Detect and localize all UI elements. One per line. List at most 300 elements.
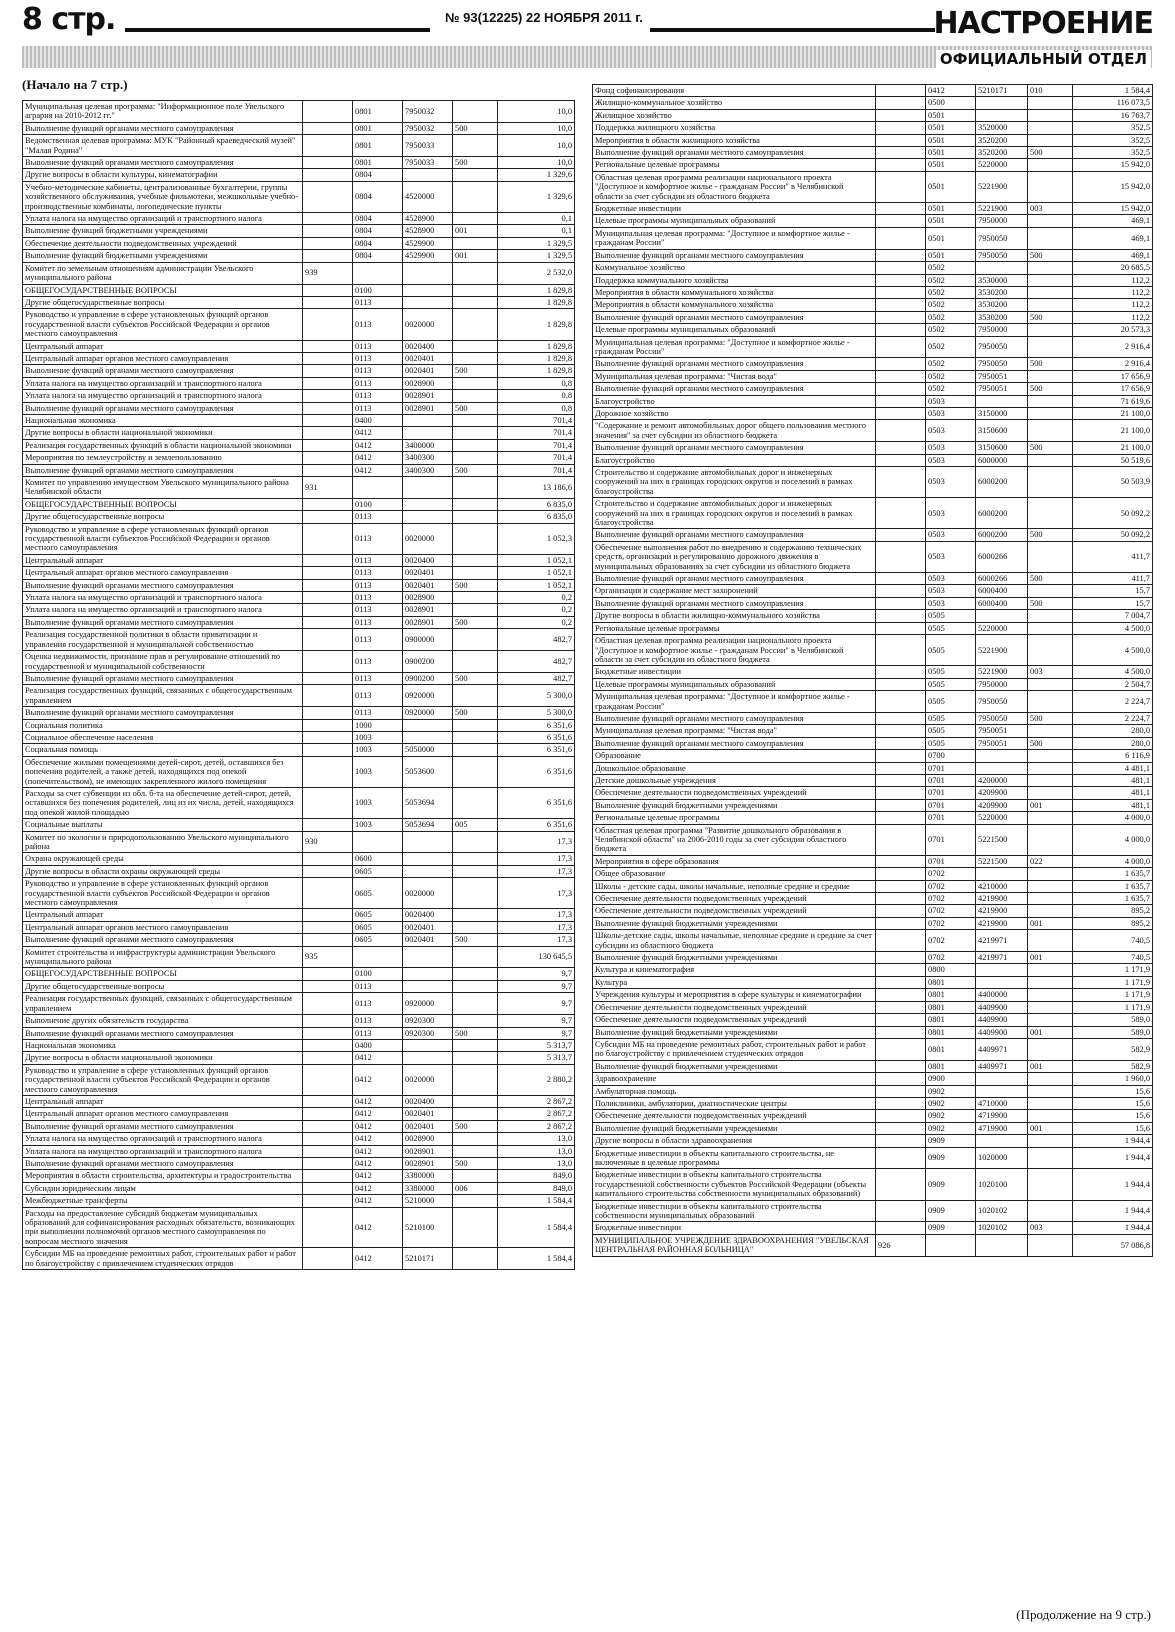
row-amount: 895,2 bbox=[1073, 905, 1153, 917]
row-section: 0503 bbox=[926, 467, 976, 498]
row-amount: 50 092,2 bbox=[1073, 529, 1153, 541]
row-section bbox=[353, 946, 403, 968]
table-row bbox=[593, 750, 1153, 762]
row-amount: 0,8 bbox=[498, 390, 575, 402]
row-expense-type: 001 bbox=[453, 225, 498, 237]
row-ved bbox=[303, 707, 353, 719]
row-ved bbox=[303, 498, 353, 510]
row-ved bbox=[876, 383, 926, 395]
row-target-article: 4219900 bbox=[976, 917, 1028, 929]
row-name: Поддержка коммунального хозяйства bbox=[593, 274, 876, 286]
row-amount: 112,2 bbox=[1073, 274, 1153, 286]
row-ved bbox=[303, 464, 353, 476]
row-amount: 17,3 bbox=[498, 921, 575, 933]
row-ved bbox=[876, 880, 926, 892]
row-ved bbox=[876, 420, 926, 442]
table-row bbox=[23, 980, 575, 992]
table-row bbox=[23, 934, 575, 946]
row-ved bbox=[876, 215, 926, 227]
row-expense-type: 500 bbox=[453, 579, 498, 591]
row-ved bbox=[303, 439, 353, 451]
row-amount: 6 351,6 bbox=[498, 756, 575, 787]
row-target-article bbox=[403, 731, 453, 743]
row-amount: 7 004,7 bbox=[1073, 610, 1153, 622]
row-name: Культура bbox=[593, 976, 876, 988]
budget-table-left bbox=[22, 100, 575, 1270]
row-amount: 6 351,6 bbox=[498, 719, 575, 731]
row-target-article: 5221900 bbox=[976, 666, 1028, 678]
row-expense-type: 003 bbox=[1028, 666, 1073, 678]
table-row bbox=[593, 855, 1153, 867]
row-target-article: 7950050 bbox=[976, 691, 1028, 713]
row-name: Целевые программы муниципальных образований bbox=[593, 215, 876, 227]
department-title: ОФИЦИАЛЬНЫЙ ОТДЕЛ bbox=[936, 50, 1151, 68]
row-section: 0502 bbox=[926, 324, 976, 336]
row-target-article bbox=[403, 498, 453, 510]
row-section: 0702 bbox=[926, 905, 976, 917]
row-expense-type bbox=[453, 427, 498, 439]
row-name: Выполнение функций органами местного самоуправления bbox=[23, 707, 303, 719]
row-target-article: 0028901 bbox=[403, 1157, 453, 1169]
row-target-article bbox=[976, 750, 1028, 762]
table-row bbox=[593, 122, 1153, 134]
row-ved bbox=[303, 284, 353, 296]
row-expense-type bbox=[453, 1064, 498, 1095]
row-amount: 10,0 bbox=[498, 135, 575, 157]
table-row bbox=[23, 685, 575, 707]
row-amount: 701,4 bbox=[498, 414, 575, 426]
row-expense-type bbox=[1028, 964, 1073, 976]
row-name: Поликлиники, амбулатории, диагностические центры bbox=[593, 1097, 876, 1109]
row-ved bbox=[303, 672, 353, 684]
row-name: "Содержание и ремонт автомобильных дорог общего пользования местного значения" за счет субсидии из областного бюджета bbox=[593, 420, 876, 442]
row-target-article: 7950032 bbox=[403, 122, 453, 134]
row-amount: 701,4 bbox=[498, 439, 575, 451]
row-target-article: 4719900 bbox=[976, 1110, 1028, 1122]
table-row bbox=[23, 377, 575, 389]
row-target-article: 4219971 bbox=[976, 952, 1028, 964]
row-name: Благоустройство bbox=[593, 454, 876, 466]
row-section: 0503 bbox=[926, 573, 976, 585]
row-target-article: 3380000 bbox=[403, 1182, 453, 1194]
row-expense-type bbox=[1028, 1147, 1073, 1169]
table-row bbox=[593, 1060, 1153, 1072]
row-name: Областная целевая программа реализации национального проекта "Доступное и комфортное жилье - гражданам России" в Челябинской области за счет субсидии из областного бюджета bbox=[593, 635, 876, 666]
row-expense-type bbox=[453, 523, 498, 554]
row-expense-type bbox=[1028, 750, 1073, 762]
row-expense-type bbox=[453, 309, 498, 340]
table-row bbox=[23, 250, 575, 262]
table-row bbox=[593, 1073, 1153, 1085]
row-expense-type: 500 bbox=[1028, 358, 1073, 370]
row-amount: 1 829,8 bbox=[498, 309, 575, 340]
table-row bbox=[593, 893, 1153, 905]
row-section: 0113 bbox=[353, 980, 403, 992]
row-ved bbox=[303, 1145, 353, 1157]
row-target-article bbox=[403, 477, 453, 499]
table-row bbox=[593, 407, 1153, 419]
row-ved bbox=[303, 377, 353, 389]
row-expense-type bbox=[1028, 725, 1073, 737]
row-ved bbox=[876, 1122, 926, 1134]
row-expense-type: 500 bbox=[453, 707, 498, 719]
row-name: Бюджетные инвестиции в объекты капитального строительства собственности муниципальных образований bbox=[593, 1200, 876, 1222]
row-name: Областная целевая программа реализации национального проекта "Доступное и комфортное жилье - гражданам России" в Челябинской области за счет субсидии из областного бюджета bbox=[593, 171, 876, 202]
row-expense-type: 001 bbox=[453, 250, 498, 262]
row-name: Комитет по управлению имуществом Увельского муниципального района Челябинской области bbox=[23, 477, 303, 499]
row-expense-type: 003 bbox=[1028, 203, 1073, 215]
row-amount: 9,7 bbox=[498, 980, 575, 992]
row-expense-type: 500 bbox=[1028, 712, 1073, 724]
row-target-article: 3530000 bbox=[976, 274, 1028, 286]
row-target-article: 3530200 bbox=[976, 311, 1028, 323]
row-name: Выполнение функций бюджетными учреждениями bbox=[593, 917, 876, 929]
row-ved bbox=[303, 250, 353, 262]
row-target-article: 4719900 bbox=[976, 1122, 1028, 1134]
row-target-article: 3400000 bbox=[403, 439, 453, 451]
row-amount: 2 867,2 bbox=[498, 1095, 575, 1107]
table-row bbox=[593, 109, 1153, 121]
row-name: МУНИЦИПАЛЬНОЕ УЧРЕЖДЕНИЕ ЗДРАВООХРАНЕНИЯ "УВЕЛЬСКАЯ ЦЕНТРАЛЬНАЯ РАЙОННАЯ БОЛЬНИЦА" bbox=[593, 1234, 876, 1256]
table-row bbox=[593, 1085, 1153, 1097]
row-ved bbox=[876, 1038, 926, 1060]
row-section: 0605 bbox=[353, 865, 403, 877]
row-target-article: 4528900 bbox=[403, 213, 453, 225]
table-row bbox=[23, 968, 575, 980]
row-ved bbox=[876, 498, 926, 529]
row-name: Областная целевая программа "Развитие дошкольного образования в Челябинской области" на 2006-2010 годы за счет субсидии областного бюджета bbox=[593, 824, 876, 855]
row-ved bbox=[303, 819, 353, 831]
row-expense-type bbox=[453, 685, 498, 707]
row-target-article: 0028900 bbox=[403, 377, 453, 389]
row-ved bbox=[876, 762, 926, 774]
row-amount: 469,1 bbox=[1073, 249, 1153, 261]
row-amount: 15,7 bbox=[1073, 585, 1153, 597]
row-name: Выполнение функций органами местного самоуправления bbox=[593, 597, 876, 609]
row-target-article bbox=[403, 968, 453, 980]
row-name: Фонд софинансирования bbox=[593, 85, 876, 97]
row-name: Амбулаторная помощь bbox=[593, 1085, 876, 1097]
row-ved bbox=[876, 1222, 926, 1234]
row-name: Выполнение функций бюджетными учреждениями bbox=[593, 952, 876, 964]
table-row bbox=[23, 1039, 575, 1051]
row-ved bbox=[303, 169, 353, 181]
row-name: Комитет строительства и инфраструктуры администрации Увельского муниципального района bbox=[23, 946, 303, 968]
row-amount: 5 313,7 bbox=[498, 1039, 575, 1051]
row-amount: 10,0 bbox=[498, 122, 575, 134]
row-expense-type bbox=[1028, 227, 1073, 249]
row-ved bbox=[876, 336, 926, 358]
row-name: Выполнение функций органами местного самоуправления bbox=[593, 383, 876, 395]
row-section: 0502 bbox=[926, 274, 976, 286]
row-ved bbox=[303, 390, 353, 402]
row-ved bbox=[303, 101, 353, 123]
row-ved bbox=[876, 147, 926, 159]
row-expense-type bbox=[1028, 1097, 1073, 1109]
table-row bbox=[23, 523, 575, 554]
table-row bbox=[593, 311, 1153, 323]
row-name: Выполнение функций органами местного самоуправления bbox=[593, 358, 876, 370]
row-target-article: 5210000 bbox=[403, 1195, 453, 1207]
row-ved bbox=[876, 122, 926, 134]
table-row bbox=[593, 1222, 1153, 1234]
row-name: Обеспечение деятельности подведомственных учреждений bbox=[593, 1110, 876, 1122]
row-target-article: 3520200 bbox=[976, 147, 1028, 159]
row-target-article: 0020401 bbox=[403, 1108, 453, 1120]
row-expense-type bbox=[453, 921, 498, 933]
row-ved bbox=[876, 725, 926, 737]
row-expense-type bbox=[453, 554, 498, 566]
row-amount: 6 835,0 bbox=[498, 511, 575, 523]
row-name: Социальная помощь bbox=[23, 744, 303, 756]
row-expense-type bbox=[453, 946, 498, 968]
table-row bbox=[23, 1108, 575, 1120]
row-amount: 4 000,0 bbox=[1073, 855, 1153, 867]
row-target-article bbox=[976, 1234, 1028, 1256]
row-target-article: 4529900 bbox=[403, 250, 453, 262]
table-row bbox=[23, 993, 575, 1015]
row-section: 0701 bbox=[926, 855, 976, 867]
row-expense-type: 500 bbox=[1028, 597, 1073, 609]
row-section: 0113 bbox=[353, 629, 403, 651]
row-section: 0502 bbox=[926, 311, 976, 323]
row-section: 0412 bbox=[353, 1182, 403, 1194]
row-section: 0412 bbox=[353, 1145, 403, 1157]
row-expense-type bbox=[453, 498, 498, 510]
row-section: 0804 bbox=[353, 225, 403, 237]
row-section: 0505 bbox=[926, 678, 976, 690]
row-section: 0502 bbox=[926, 299, 976, 311]
table-row bbox=[23, 1133, 575, 1145]
row-target-article bbox=[976, 1085, 1028, 1097]
row-ved bbox=[303, 1039, 353, 1051]
row-expense-type bbox=[1028, 635, 1073, 666]
row-amount: 1 584,4 bbox=[498, 1195, 575, 1207]
table-row bbox=[593, 299, 1153, 311]
row-expense-type: 022 bbox=[1028, 855, 1073, 867]
row-expense-type bbox=[453, 452, 498, 464]
row-amount: 1 584,4 bbox=[498, 1207, 575, 1248]
page-header bbox=[0, 0, 1175, 80]
row-section: 0113 bbox=[353, 296, 403, 308]
row-expense-type bbox=[1028, 1014, 1073, 1026]
row-ved bbox=[876, 1110, 926, 1122]
table-row bbox=[593, 420, 1153, 442]
row-amount: 280,0 bbox=[1073, 737, 1153, 749]
row-target-article bbox=[976, 762, 1028, 774]
row-ved bbox=[303, 340, 353, 352]
row-section: 0412 bbox=[353, 464, 403, 476]
row-amount: 352,5 bbox=[1073, 147, 1153, 159]
row-amount: 582,9 bbox=[1073, 1038, 1153, 1060]
row-expense-type: 500 bbox=[453, 365, 498, 377]
row-expense-type bbox=[453, 1108, 498, 1120]
row-target-article: 5053600 bbox=[403, 756, 453, 787]
row-section: 0113 bbox=[353, 707, 403, 719]
row-section: 0701 bbox=[926, 799, 976, 811]
row-amount: 0,2 bbox=[498, 604, 575, 616]
row-amount: 112,2 bbox=[1073, 286, 1153, 298]
table-row bbox=[593, 976, 1153, 988]
row-expense-type: 500 bbox=[453, 1120, 498, 1132]
row-target-article: 4219900 bbox=[976, 905, 1028, 917]
row-section: 1000 bbox=[353, 719, 403, 731]
row-expense-type bbox=[453, 169, 498, 181]
row-section: 0501 bbox=[926, 227, 976, 249]
row-expense-type bbox=[453, 1195, 498, 1207]
row-amount: 5 313,7 bbox=[498, 1052, 575, 1064]
row-name: Национальная экономика bbox=[23, 414, 303, 426]
row-target-article: 7950050 bbox=[976, 249, 1028, 261]
row-target-article bbox=[403, 719, 453, 731]
table-row bbox=[23, 1182, 575, 1194]
row-expense-type: 500 bbox=[453, 1157, 498, 1169]
row-ved bbox=[303, 225, 353, 237]
table-row bbox=[593, 585, 1153, 597]
row-target-article bbox=[976, 1135, 1028, 1147]
row-name: Муниципальная целевая программа: "Информационное поле Увельского аграрня на 2010-2012 гг." bbox=[23, 101, 303, 123]
row-section: 0412 bbox=[926, 85, 976, 97]
row-expense-type: 500 bbox=[1028, 573, 1073, 585]
row-ved bbox=[876, 824, 926, 855]
row-name: Выполнение функций органами местного самоуправления bbox=[23, 579, 303, 591]
row-ved bbox=[303, 1157, 353, 1169]
row-expense-type bbox=[1028, 787, 1073, 799]
row-target-article bbox=[403, 511, 453, 523]
row-section: 0412 bbox=[353, 1052, 403, 1064]
row-name: Выполнение функций органами местного самоуправления bbox=[23, 1157, 303, 1169]
header-rule-left bbox=[125, 28, 430, 32]
row-amount: 71 619,6 bbox=[1073, 395, 1153, 407]
row-amount: 1 829,8 bbox=[498, 352, 575, 364]
row-section: 0505 bbox=[926, 712, 976, 724]
table-row bbox=[23, 1195, 575, 1207]
row-section: 0113 bbox=[353, 554, 403, 566]
row-ved bbox=[876, 407, 926, 419]
row-amount: 1 960,0 bbox=[1073, 1073, 1153, 1085]
row-section: 0605 bbox=[353, 934, 403, 946]
row-section: 0502 bbox=[926, 336, 976, 358]
row-section: 0801 bbox=[926, 1014, 976, 1026]
row-target-article: 0028901 bbox=[403, 604, 453, 616]
row-section: 0113 bbox=[353, 340, 403, 352]
row-target-article: 0920300 bbox=[403, 1027, 453, 1039]
row-section: 0801 bbox=[353, 135, 403, 157]
row-name: Ведомственная целевая программа: МУК "Районный краеведческий музей" "Малая Родина" bbox=[23, 135, 303, 157]
row-name: Другие вопросы в области жилищно-коммунального хозяйства bbox=[593, 610, 876, 622]
row-target-article: 0900000 bbox=[403, 629, 453, 651]
row-section: 0503 bbox=[926, 541, 976, 572]
row-name: Муниципальная целевая программа: "Чистая вода" bbox=[593, 725, 876, 737]
row-name: Другие общегосударственные вопросы bbox=[23, 980, 303, 992]
row-expense-type bbox=[1028, 134, 1073, 146]
row-amount: 17,3 bbox=[498, 865, 575, 877]
row-name: Выполнение функций бюджетными учреждениями bbox=[593, 1060, 876, 1072]
table-row bbox=[23, 1052, 575, 1064]
row-expense-type bbox=[453, 181, 498, 212]
table-row bbox=[23, 878, 575, 909]
row-target-article: 7950050 bbox=[976, 712, 1028, 724]
row-target-article: 5053694 bbox=[403, 787, 453, 818]
row-amount: 2 867,2 bbox=[498, 1120, 575, 1132]
row-expense-type bbox=[1028, 454, 1073, 466]
row-expense-type bbox=[1028, 159, 1073, 171]
row-target-article bbox=[976, 1073, 1028, 1085]
table-row bbox=[593, 336, 1153, 358]
row-amount: 0,8 bbox=[498, 402, 575, 414]
row-expense-type bbox=[453, 1170, 498, 1182]
row-name: Центральный аппарат органов местного самоуправления bbox=[23, 1108, 303, 1120]
row-section: 0804 bbox=[353, 237, 403, 249]
row-target-article bbox=[403, 414, 453, 426]
row-name: Другие общегосударственные вопросы bbox=[23, 511, 303, 523]
row-amount: 130 645,5 bbox=[498, 946, 575, 968]
row-ved bbox=[876, 678, 926, 690]
row-expense-type bbox=[453, 592, 498, 604]
row-ved bbox=[303, 1133, 353, 1145]
row-expense-type bbox=[453, 340, 498, 352]
row-target-article: 1020102 bbox=[976, 1222, 1028, 1234]
row-name: Уплата налога на имущество организаций и транспортного налога bbox=[23, 604, 303, 616]
row-name: Выполнение функций бюджетными учреждениями bbox=[23, 225, 303, 237]
row-section: 0501 bbox=[926, 109, 976, 121]
table-row bbox=[593, 573, 1153, 585]
table-row bbox=[593, 147, 1153, 159]
row-expense-type bbox=[453, 439, 498, 451]
row-name: Другие вопросы в области здравоохранения bbox=[593, 1135, 876, 1147]
table-row bbox=[593, 203, 1153, 215]
row-name: Уплата налога на имущество организаций и транспортного налога bbox=[23, 592, 303, 604]
row-name: Расходы за счет субвенции из обл. б-та на обеспечение детей-сирот, детей, оставшихся без попечения родителей, лиц из их числа, детей, находящихся под опекой жилой площадью bbox=[23, 787, 303, 818]
row-section: 0501 bbox=[926, 249, 976, 261]
row-expense-type: 500 bbox=[453, 934, 498, 946]
row-ved bbox=[876, 666, 926, 678]
row-section: 0909 bbox=[926, 1147, 976, 1169]
row-ved bbox=[876, 1135, 926, 1147]
row-expense-type: 500 bbox=[1028, 311, 1073, 323]
row-section: 0909 bbox=[926, 1200, 976, 1222]
row-amount: 20 685,5 bbox=[1073, 262, 1153, 274]
row-name: Выполнение функций органами местного самоуправления bbox=[593, 249, 876, 261]
row-section: 0701 bbox=[926, 774, 976, 786]
row-name: Выполнение функций органами местного самоуправления bbox=[593, 737, 876, 749]
table-row bbox=[23, 1248, 575, 1270]
table-row bbox=[593, 395, 1153, 407]
row-expense-type bbox=[453, 237, 498, 249]
row-section: 0113 bbox=[353, 651, 403, 673]
row-target-article: 4209900 bbox=[976, 787, 1028, 799]
row-ved bbox=[303, 934, 353, 946]
table-row bbox=[593, 1014, 1153, 1026]
row-amount: 1 171,9 bbox=[1073, 1001, 1153, 1013]
row-section: 0100 bbox=[353, 498, 403, 510]
row-section: 0801 bbox=[353, 157, 403, 169]
row-section: 0503 bbox=[926, 395, 976, 407]
row-section: 0412 bbox=[353, 1095, 403, 1107]
table-row bbox=[593, 1001, 1153, 1013]
row-expense-type bbox=[1028, 976, 1073, 988]
row-target-article: 4409900 bbox=[976, 1014, 1028, 1026]
row-expense-type bbox=[453, 1207, 498, 1248]
row-name: Выполнение функций органами местного самоуправления bbox=[23, 616, 303, 628]
row-amount: 17 656,9 bbox=[1073, 383, 1153, 395]
row-ved bbox=[303, 1195, 353, 1207]
row-name: Обеспечение деятельности подведомственных учреждений bbox=[593, 787, 876, 799]
row-expense-type bbox=[1028, 1085, 1073, 1097]
continued-from: (Начало на 7 стр.) bbox=[22, 77, 128, 92]
row-ved bbox=[303, 616, 353, 628]
table-row bbox=[23, 262, 575, 284]
